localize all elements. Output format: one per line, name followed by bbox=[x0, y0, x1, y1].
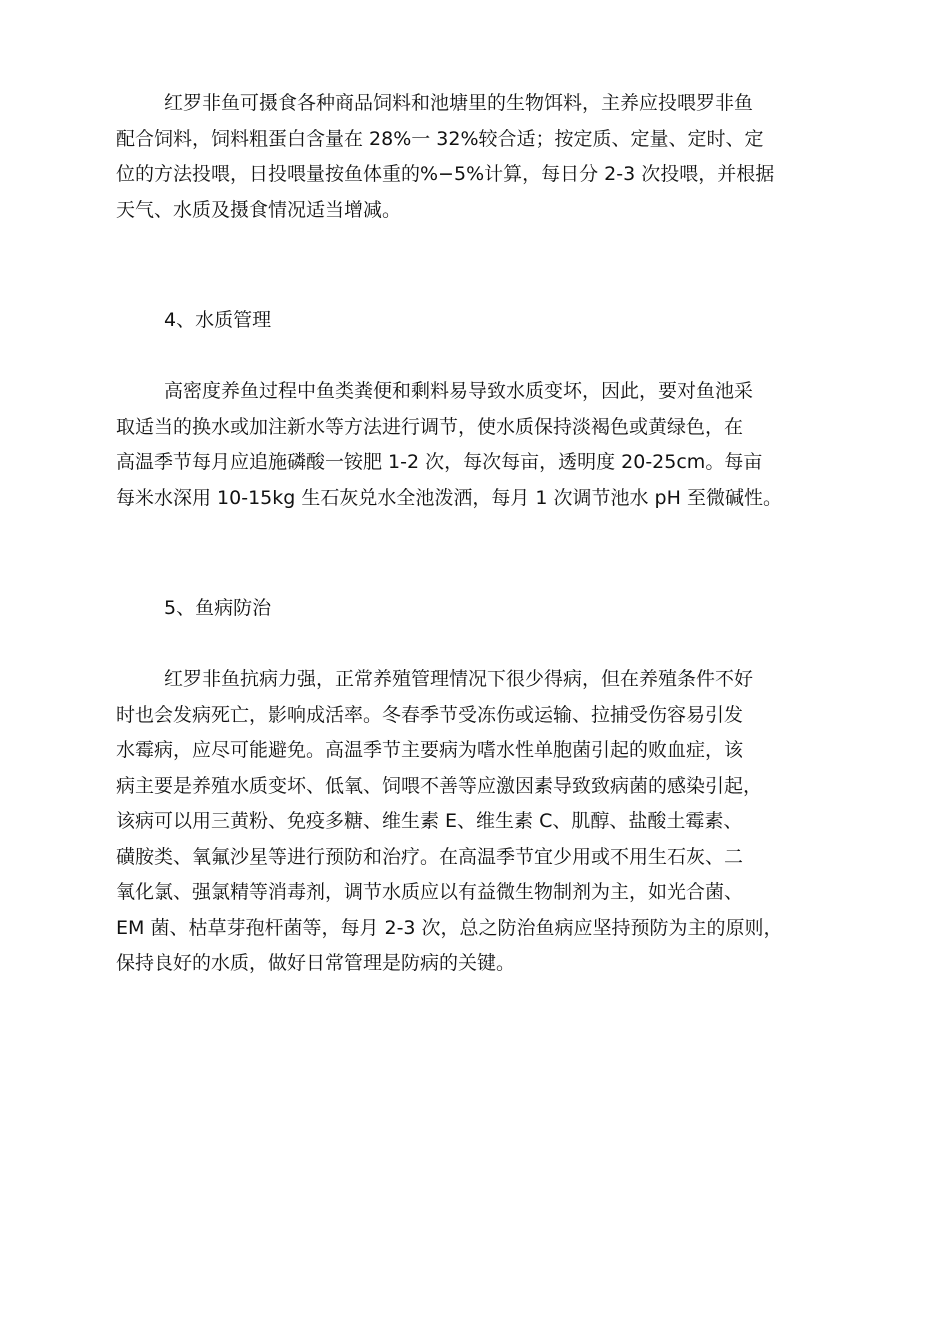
paragraph-line: 天气、水质及摄食情况适当增减。 bbox=[116, 198, 402, 221]
paragraph-line: 取适当的换水或加注新水等方法进行调节，使水质保持淡褐色或黄绿色，在 bbox=[116, 415, 744, 438]
section-heading-water-quality: 4、水质管理 bbox=[164, 309, 272, 331]
paragraph-line: 时也会发病死亡，影响成活率。冬春季节受冻伤或运输、拉捕受伤容易引发 bbox=[116, 703, 744, 726]
paragraph-disease-prevention bbox=[116, 662, 848, 982]
paragraph-line: 该病可以用三黄粉、免疫多糖、维生素 E、维生素 C、肌醇、盐酸土霉素、 bbox=[116, 810, 743, 832]
paragraph-line: 红罗非鱼可摄食各种商品饲料和池塘里的生物饵料，主养应投喂罗非鱼 bbox=[164, 92, 754, 114]
paragraph-line: 磺胺类、氧氟沙星等进行预防和治疗。在高温季节宜少用或不用生石灰、二 bbox=[116, 845, 744, 868]
paragraph-line: 氧化氯、强氯精等消毒剂，调节水质应以有益微生物制剂为主，如光合菌、 bbox=[116, 881, 744, 903]
paragraph-water-quality bbox=[116, 374, 848, 516]
paragraph-line: 水霉病，应尽可能避免。高温季节主要病为嗜水性单胞菌引起的败血症，该 bbox=[116, 739, 744, 761]
paragraph-feeding bbox=[116, 86, 848, 228]
paragraph-line: 高温季节每月应追施磷酸一铵肥 1-2 次，每次每亩，透明度 20-25cm。每亩 bbox=[116, 451, 763, 473]
paragraph-line: 保持良好的水质，做好日常管理是防病的关键。 bbox=[116, 952, 516, 974]
paragraph-line: 位的方法投喂，日投喂量按鱼体重的%−5%计算，每日分 2-3 次投喂，并根据 bbox=[116, 163, 775, 185]
paragraph-line: 红罗非鱼抗病力强，正常养殖管理情况下很少得病，但在养殖条件不好 bbox=[164, 668, 754, 690]
section-heading-disease-prevention: 5、鱼病防治 bbox=[164, 597, 272, 619]
paragraph-line: EM 菌、枯草芽孢杆菌等，每月 2-3 次，总之防治鱼病应坚持预防为主的原则， bbox=[116, 916, 783, 939]
paragraph-line: 配合饲料，饲料粗蛋白含量在 28%一 32%较合适；按定质、定量、定时、定 bbox=[116, 127, 764, 150]
paragraph-line: 每米水深用 10-15kg 生石灰兑水全池泼洒，每月 1 次调节池水 pH 至微碱性。 bbox=[116, 486, 782, 509]
paragraph-line: 高密度养鱼过程中鱼类粪便和剩料易导致水质变坏，因此，要对鱼池采 bbox=[164, 380, 754, 402]
paragraph-line: 病主要是养殖水质变坏、低氧、饲喂不善等应激因素导致致病菌的感染引起， bbox=[116, 774, 763, 797]
